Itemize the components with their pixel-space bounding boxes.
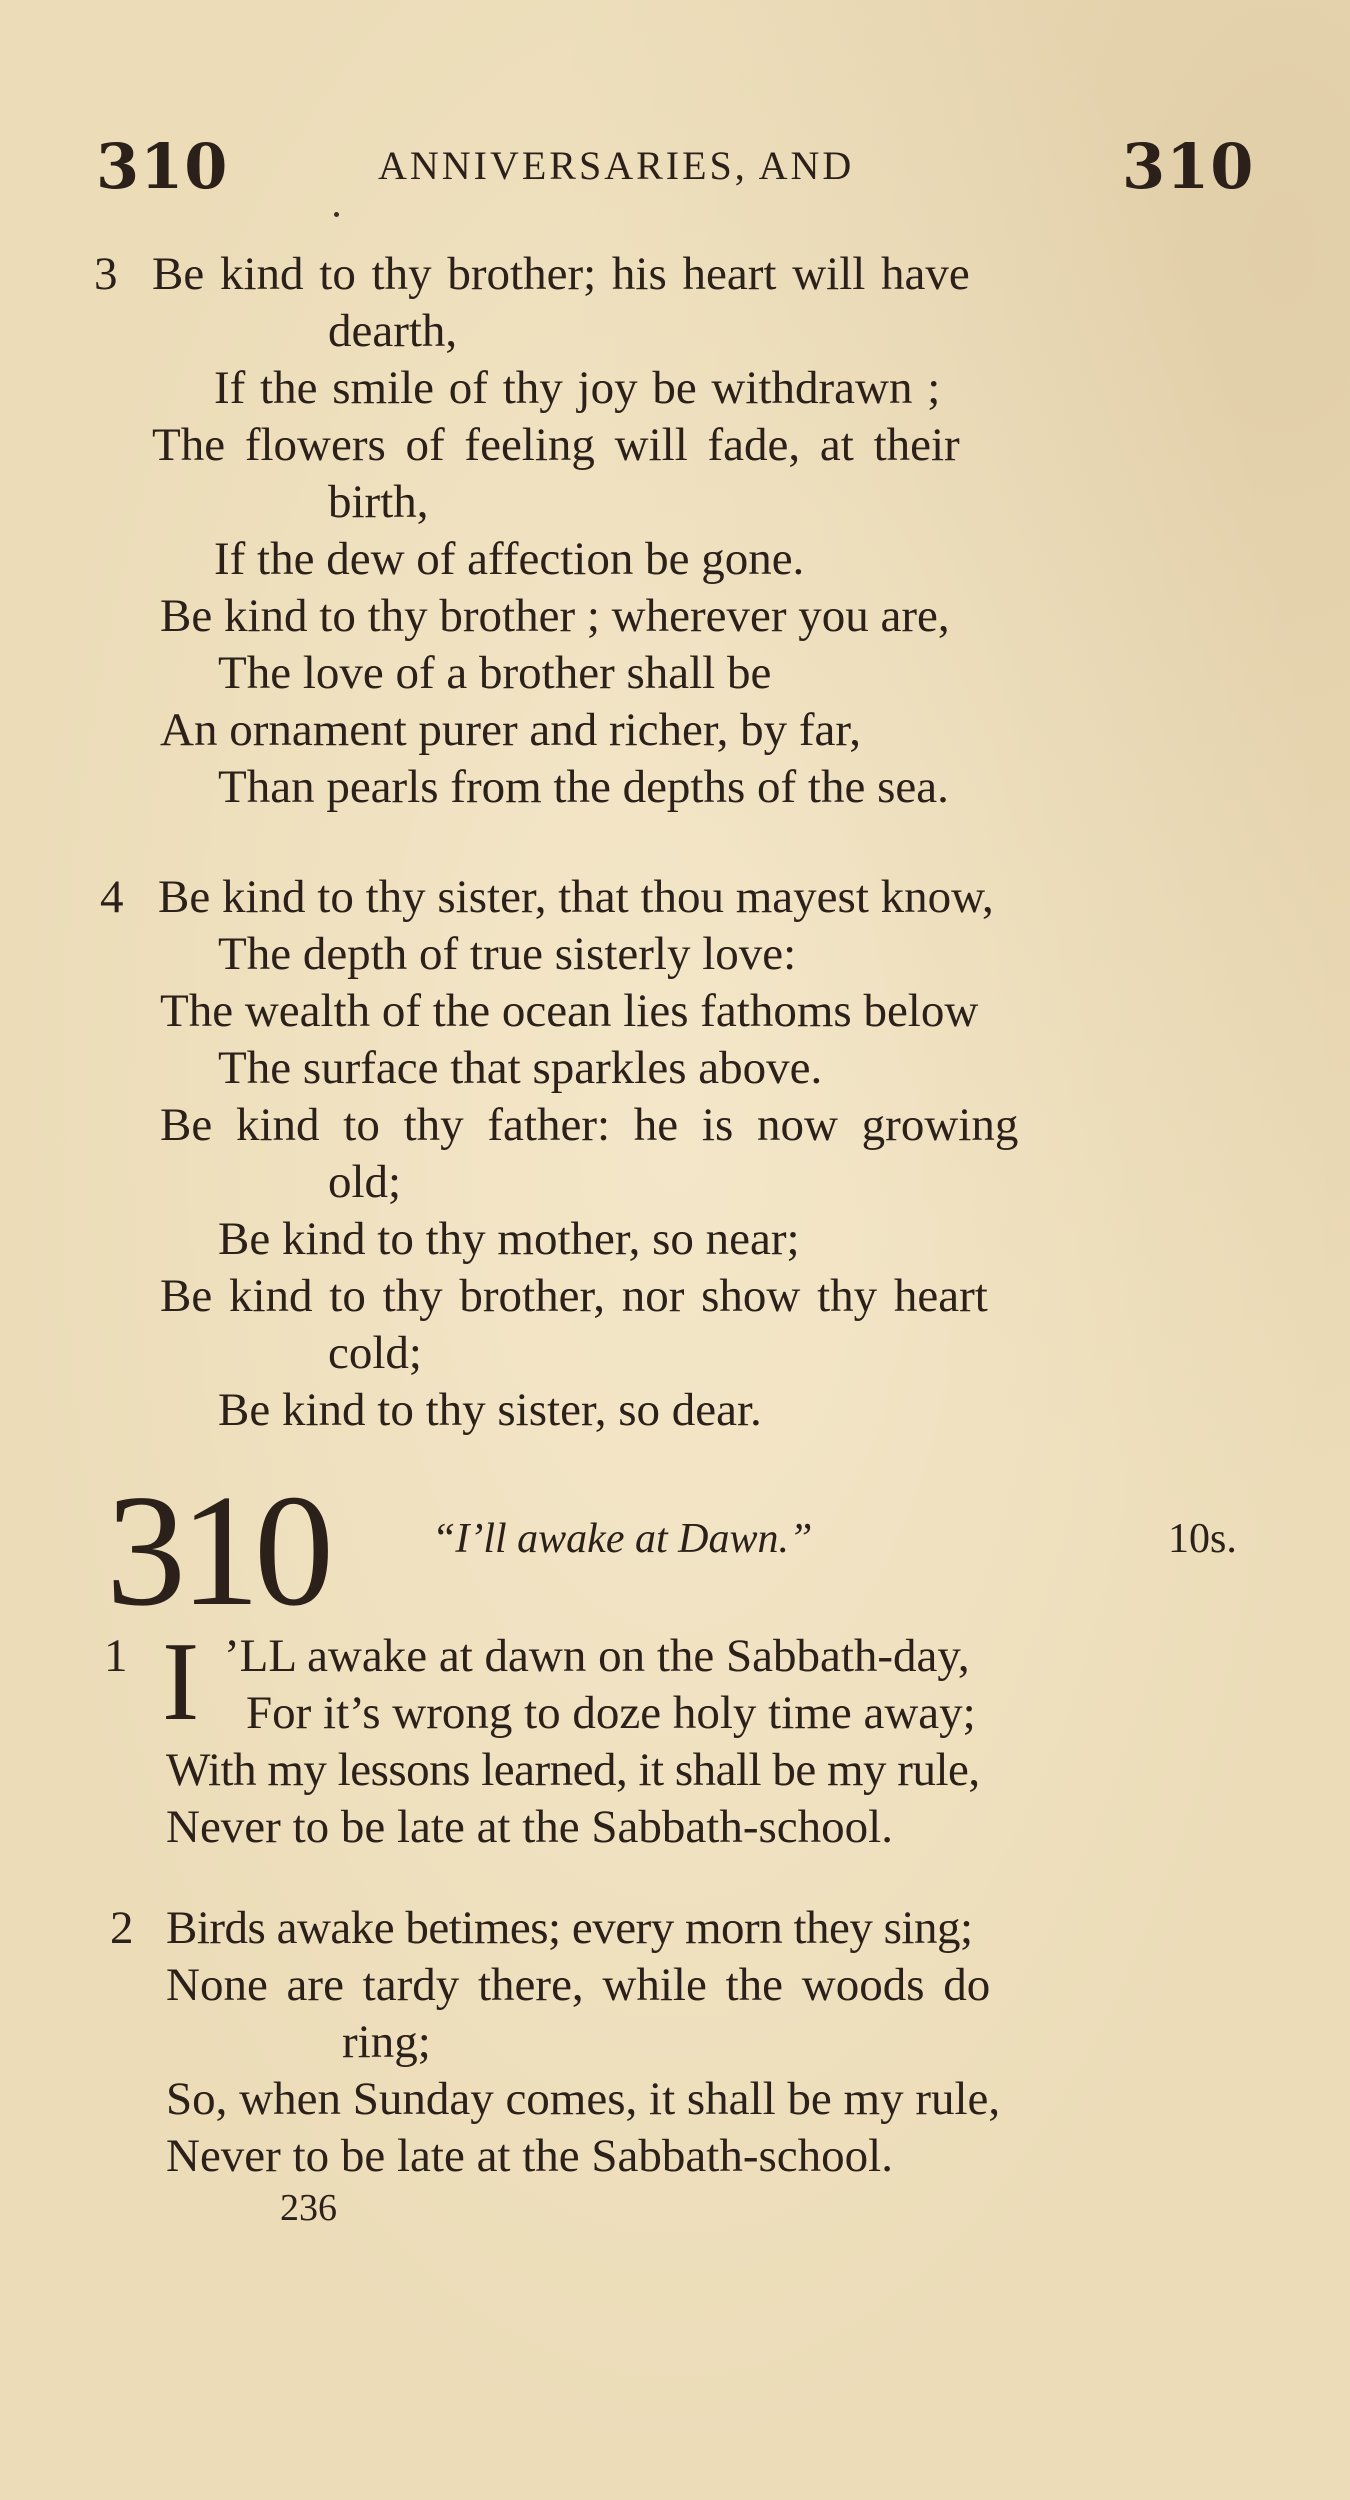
verse-line: cold; (328, 1327, 422, 1379)
verse-line: Than pearls from the depths of the sea. (218, 761, 949, 813)
verse-number: 3 (94, 248, 118, 300)
verse-line: The depth of true sisterly love: (218, 928, 797, 980)
page-number-right: 310 (1122, 130, 1255, 203)
verse-line: Be kind to thy sister, so dear. (218, 1384, 762, 1436)
hymn-title: “I’ll awake at Dawn.” (432, 1516, 813, 1562)
verse-line: An ornament purer and richer, by far, (160, 704, 861, 756)
verse-line: ’LL awake at dawn on the Sabbath-day, (224, 1630, 970, 1682)
running-header-title: ANNIVERSARIES, AND (378, 143, 855, 188)
hymn-meter: 10s. (1168, 1516, 1237, 1562)
verse-line: birth, (328, 476, 429, 528)
verse-line: Never to be late at the Sabbath-school. (166, 1801, 893, 1853)
verse-line: Be kind to thy sister, that thou mayest know, (158, 871, 994, 923)
verse-line: The love of a brother shall be (218, 647, 772, 699)
verse-line: For it’s wrong to doze holy time away; (246, 1687, 976, 1739)
verse-line: The surface that sparkles above. (218, 1042, 823, 1094)
verse-line: Be kind to thy brother ; wherever you are, (160, 590, 950, 642)
verse-line: The wealth of the ocean lies fathoms below (160, 985, 979, 1037)
verse-number: 4 (100, 871, 124, 923)
verse-number: 1 (104, 1630, 128, 1682)
verse-line: None are tardy there, while the woods do (166, 1959, 991, 2011)
verse-line: Be kind to thy brother; his heart will have (152, 248, 970, 300)
verse-line: ring; (342, 2016, 431, 2068)
page-number-left: 310 (96, 130, 229, 203)
printing-speck (334, 212, 339, 217)
hymn-number: 310 (106, 1461, 328, 1639)
drop-cap: I (162, 1620, 200, 1744)
verse-line: dearth, (328, 305, 458, 357)
verse-number: 2 (110, 1902, 134, 1954)
verse-line: Be kind to thy father: he is now growing (160, 1099, 1019, 1151)
verse-line: Be kind to thy mother, so near; (218, 1213, 800, 1265)
verse-line: If the dew of affection be gone. (214, 533, 805, 585)
verse-line: So, when Sunday comes, it shall be my rule, (166, 2073, 1001, 2125)
verse-line: With my lessons learned, it shall be my rule, (166, 1744, 980, 1796)
verse-line: Never to be late at the Sabbath-school. (166, 2130, 893, 2182)
verse-line: If the smile of thy joy be withdrawn ; (214, 362, 941, 414)
verse-line: Be kind to thy brother, nor show thy heart (160, 1270, 988, 1322)
signature-number: 236 (280, 2187, 337, 2229)
verse-line: old; (328, 1156, 402, 1208)
verse-line: Birds awake betimes; every morn they sing; (166, 1902, 973, 1954)
verse-line: The flowers of feeling will fade, at their (152, 419, 960, 471)
